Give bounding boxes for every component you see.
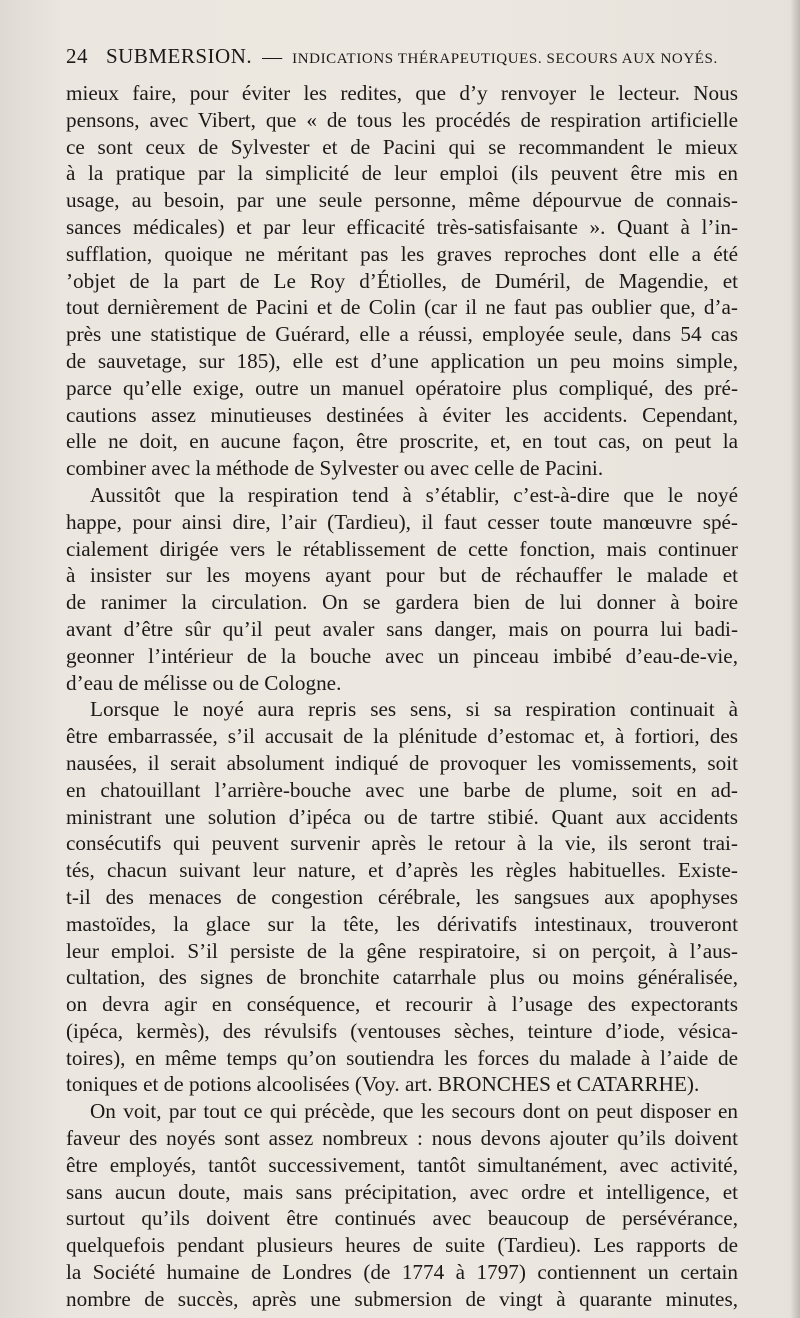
running-header — [66, 44, 756, 76]
text-line: en chatouillant l’arrière-bouche avec une barbe de plume, soit en ad- — [66, 777, 738, 802]
text-line: de ranimer la circulation. On se gardera bien de lui donner à boire — [66, 590, 738, 615]
text-line: toires), en même temps qu’on soutiendra les forces du malade à l’aide de — [66, 1045, 738, 1070]
text-line: tés, chacun suivant leur nature, et d’après les règles habituelles. Existe- — [66, 858, 738, 883]
text-line: tout dernièrement de Pacini et de Colin (car il ne faut pas oublier que, d’a- — [66, 295, 738, 320]
text-line: parce qu’elle exige, outre un manuel opératoire plus compliqué, des pré- — [66, 375, 738, 400]
text-line: pensons, avec Vibert, que « de tous les procédés de respiration artificielle — [66, 107, 738, 132]
text-line: la Société humaine de Londres (de 1774 à 1797) contiennent un certain — [66, 1260, 738, 1285]
page-edge-shadow — [790, 0, 800, 1318]
text-line: Lorsque le noyé aura repris ses sens, si sa respiration continuait à — [90, 697, 738, 722]
text-line: on devra agir en conséquence, et recourir à l’usage des expectorants — [66, 992, 738, 1017]
text-line: sances médicales) et par leur efficacité très-satisfaisante ». Quant à l’in- — [66, 214, 738, 239]
text-line: à la pratique par la simplicité de leur emploi (ils peuvent être mis en — [66, 161, 738, 186]
text-line: faveur des noyés sont assez nombreux : nous devons ajouter qu’ils doivent — [66, 1126, 738, 1151]
text-line: être employés, tantôt successivement, tantôt simultanément, avec activité, — [66, 1152, 738, 1177]
text-line: cialement dirigée vers le rétablissement de cette fonction, mais continuer — [66, 536, 738, 561]
text-line: ’objet de la part de Le Roy d’Étiolles, de Duméril, de Magendie, et — [66, 268, 738, 293]
text-line: ce sont ceux de Sylvester et de Pacini qui se recommandent le mieux — [66, 134, 738, 159]
body-text — [66, 80, 738, 1313]
page-number: 24 — [66, 44, 88, 68]
text-line: mastoïdes, la glace sur la tête, les dérivatifs intestinaux, trouveront — [66, 911, 738, 936]
text-line: à insister sur les moyens ayant pour but de réchauffer le malade et — [66, 563, 738, 588]
text-line: surtout qu’ils doivent être continués avec beaucoup de persévérance, — [66, 1206, 738, 1231]
text-line: happe, pour ainsi dire, l’air (Tardieu), il faut cesser toute manœuvre spé- — [66, 509, 738, 534]
text-line: d’eau de mélisse ou de Cologne. — [66, 670, 342, 695]
running-subtitle: INDICATIONS THÉRAPEUTIQUES. SECOURS AUX NOYÉS. — [292, 51, 718, 67]
text-line: cultation, des signes de bronchite catarrhale plus ou moins généralisée, — [66, 965, 738, 990]
text-line: sufflation, quoique ne méritant pas les graves reproches dont elle a été — [66, 241, 738, 266]
text-line: quelquefois pendant plusieurs heures de suite (Tardieu). Les rapports de — [66, 1233, 738, 1258]
text-line: t-il des menaces de congestion cérébrale, les sangsues aux apophyses — [66, 884, 738, 909]
text-line: sans aucun doute, mais sans précipitation, avec ordre et intelligence, et — [66, 1179, 738, 1204]
header-separator: — — [262, 46, 283, 68]
text-line: cautions assez minutieuses destinées à éviter les accidents. Cependant, — [66, 402, 738, 427]
text-line: toniques et de potions alcoolisées (Voy. art. BRONCHES et CATARRHE). — [66, 1072, 700, 1097]
text-line: Aussitôt que la respiration tend à s’établir, c’est-à-dire que le noyé — [90, 482, 738, 507]
text-line: consécutifs qui peuvent survenir après le retour à la vie, ils seront trai- — [66, 831, 738, 856]
text-line: leur emploi. S’il persiste de la gêne respiratoire, si on perçoit, à l’aus- — [66, 938, 738, 963]
text-line: nombre de succès, après une submersion de vingt à quarante minutes, — [66, 1286, 738, 1311]
running-title: SUBMERSION. — [106, 44, 253, 68]
text-line: mieux faire, pour éviter les redites, que d’y renvoyer le lecteur. Nous — [66, 81, 738, 105]
text-line: elle ne doit, en aucune façon, être proscrite, et, en tout cas, on peut la — [66, 429, 738, 454]
text-line: être embarrassée, s’il accusait de la plénitude d’estomac et, à fortiori, des — [66, 724, 738, 749]
text-line: avant d’être sûr qu’il peut avaler sans danger, mais on pourra lui badi- — [66, 616, 738, 641]
text-line: usage, au besoin, par une seule personne, même dépourvue de connais- — [66, 188, 738, 213]
text-line: près une statistique de Guérard, elle a réussi, employée seule, dans 54 cas — [66, 322, 738, 347]
text-line: nausées, il serait absolument indiqué de provoquer les vomissements, soit — [66, 750, 738, 775]
text-line: On voit, par tout ce qui précède, que les secours dont on peut disposer en — [90, 1099, 738, 1124]
text-line: geonner l’intérieur de la bouche avec un pinceau imbibé d’eau-de-vie, — [66, 643, 738, 668]
text-line: combiner avec la méthode de Sylvester ou avec celle de Pacini. — [66, 456, 604, 481]
text-line: (ipéca, kermès), des révulsifs (ventouses sèches, teinture d’iode, vésica- — [66, 1018, 738, 1043]
text-line: ministrant une solution d’ipéca ou de tartre stibié. Quant aux accidents — [66, 804, 738, 829]
text-line: de sauvetage, sur 185), elle est d’une application un peu moins simple, — [66, 348, 738, 373]
